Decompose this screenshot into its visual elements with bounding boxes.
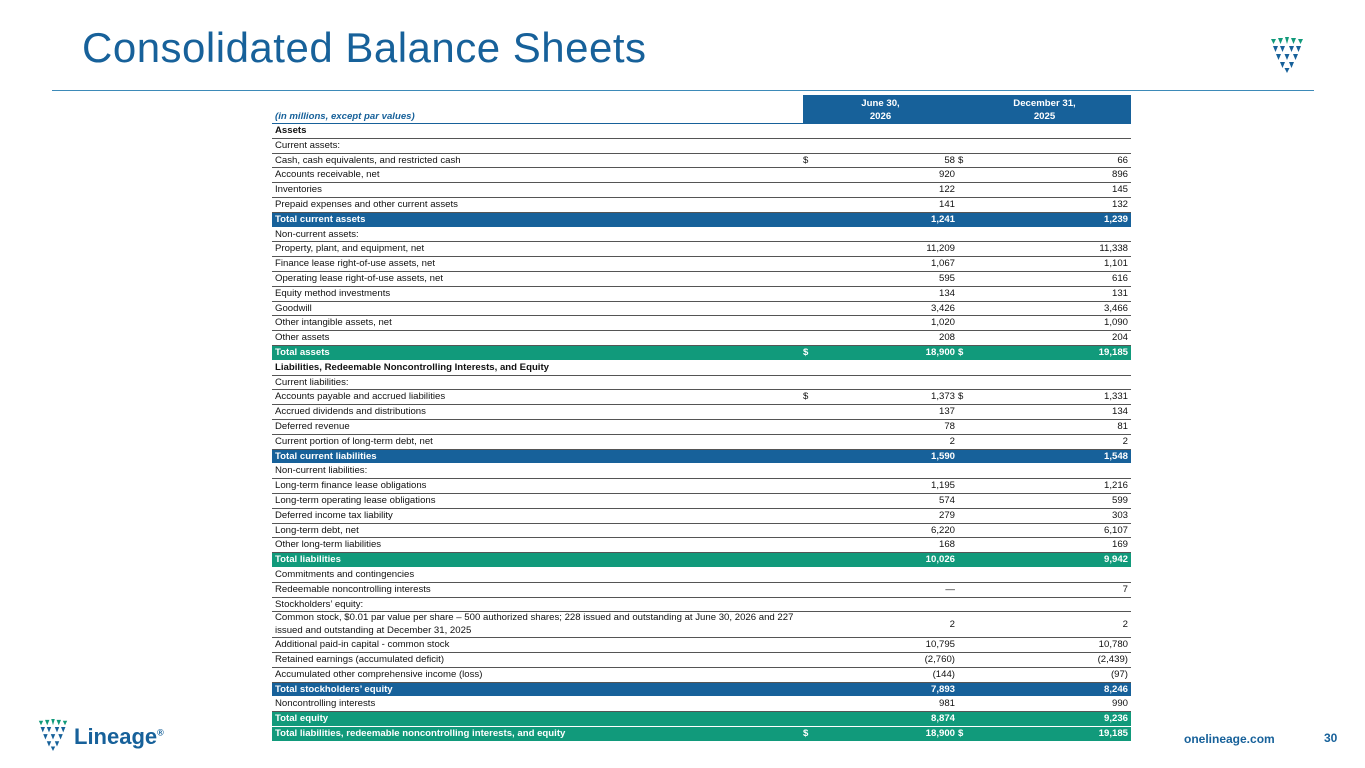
value-december-2025: 1,101	[978, 257, 1131, 272]
currency-symbol	[803, 183, 823, 198]
currency-symbol	[803, 419, 823, 434]
row-label: Total liabilities, redeemable noncontrolling interests, and equity	[272, 727, 803, 742]
currency-symbol	[958, 375, 978, 390]
currency-symbol	[803, 257, 823, 272]
value-june-2026: 920	[823, 168, 958, 183]
table-row	[272, 124, 1131, 139]
table-row	[272, 316, 1131, 331]
value-december-2025: 303	[978, 508, 1131, 523]
table-row	[272, 242, 1131, 257]
currency-symbol	[958, 212, 978, 227]
currency-symbol	[803, 168, 823, 183]
table-row	[272, 493, 1131, 508]
currency-symbol	[803, 538, 823, 553]
row-label: Additional paid-in capital - common stock	[272, 638, 803, 653]
currency-symbol	[803, 712, 823, 727]
currency-symbol	[958, 653, 978, 668]
value-december-2025: 616	[978, 271, 1131, 286]
currency-symbol	[803, 682, 823, 697]
value-december-2025: 9,942	[978, 553, 1131, 568]
value-december-2025: 19,185	[978, 727, 1131, 742]
value-december-2025: 145	[978, 183, 1131, 198]
value-june-2026: 10,795	[823, 638, 958, 653]
currency-symbol	[958, 523, 978, 538]
row-label: Other assets	[272, 331, 803, 346]
currency-symbol	[803, 697, 823, 712]
value-december-2025	[978, 360, 1131, 375]
table-row	[272, 286, 1131, 301]
currency-symbol	[958, 168, 978, 183]
currency-symbol	[958, 360, 978, 375]
row-label: Total liabilities	[272, 553, 803, 568]
table-row	[272, 227, 1131, 242]
currency-symbol	[958, 271, 978, 286]
table-row	[272, 653, 1131, 668]
table-row	[272, 212, 1131, 227]
value-december-2025: 8,246	[978, 682, 1131, 697]
currency-symbol	[958, 405, 978, 420]
value-june-2026: 6,220	[823, 523, 958, 538]
currency-symbol	[958, 493, 978, 508]
value-december-2025	[978, 227, 1131, 242]
currency-symbol	[803, 271, 823, 286]
value-june-2026: 1,195	[823, 479, 958, 494]
currency-symbol	[803, 286, 823, 301]
value-december-2025: 19,185	[978, 345, 1131, 360]
value-june-2026: 2	[823, 434, 958, 449]
currency-symbol	[958, 183, 978, 198]
currency-symbol	[803, 612, 823, 638]
row-label: Current portion of long-term debt, net	[272, 434, 803, 449]
row-label: Total assets	[272, 345, 803, 360]
row-label: Noncontrolling interests	[272, 697, 803, 712]
column-header-december-2025	[958, 95, 1131, 124]
currency-symbol: $	[803, 727, 823, 742]
footer-logo-text: Lineage	[74, 724, 158, 749]
currency-symbol	[958, 538, 978, 553]
value-december-2025: 132	[978, 197, 1131, 212]
value-december-2025: (97)	[978, 667, 1131, 682]
row-label: Non-current assets:	[272, 227, 803, 242]
currency-symbol	[958, 464, 978, 479]
currency-symbol	[803, 493, 823, 508]
footer-logo-wordmark	[74, 724, 164, 750]
currency-symbol	[803, 405, 823, 420]
value-june-2026: 7,893	[823, 682, 958, 697]
currency-symbol	[803, 316, 823, 331]
value-december-2025: 131	[978, 286, 1131, 301]
row-label: Accumulated other comprehensive income (loss)	[272, 667, 803, 682]
row-label: Deferred revenue	[272, 419, 803, 434]
value-june-2026: 1,590	[823, 449, 958, 464]
table-row	[272, 712, 1131, 727]
value-june-2026	[823, 360, 958, 375]
row-label: Current liabilities:	[272, 375, 803, 390]
value-june-2026: 574	[823, 493, 958, 508]
value-june-2026: 595	[823, 271, 958, 286]
currency-symbol	[958, 331, 978, 346]
value-december-2025: (2,439)	[978, 653, 1131, 668]
table-row	[272, 390, 1131, 405]
page-title: Consolidated Balance Sheets	[82, 24, 647, 71]
value-june-2026: 8,874	[823, 712, 958, 727]
currency-symbol	[958, 553, 978, 568]
value-december-2025: 134	[978, 405, 1131, 420]
value-june-2026: (144)	[823, 667, 958, 682]
row-label: Property, plant, and equipment, net	[272, 242, 803, 257]
title-divider	[52, 90, 1314, 91]
table-row	[272, 553, 1131, 568]
row-label: Goodwill	[272, 301, 803, 316]
value-june-2026	[823, 597, 958, 612]
value-june-2026	[823, 138, 958, 153]
value-december-2025: 81	[978, 419, 1131, 434]
value-june-2026	[823, 567, 958, 582]
currency-symbol	[803, 227, 823, 242]
currency-symbol	[803, 331, 823, 346]
row-label: Other intangible assets, net	[272, 316, 803, 331]
row-label: Inventories	[272, 183, 803, 198]
currency-symbol	[803, 464, 823, 479]
currency-symbol	[958, 286, 978, 301]
currency-symbol: $	[958, 727, 978, 742]
currency-symbol	[803, 212, 823, 227]
row-label: Assets	[272, 124, 803, 139]
currency-symbol	[958, 582, 978, 597]
table-row	[272, 523, 1131, 538]
row-label: Common stock, $0.01 par value per share – 500 authorized shares; 228 issued and outstanding at June 30, 2026 and 227 issued and outstanding at December 31, 2025	[272, 612, 803, 638]
table-row	[272, 612, 1131, 638]
value-june-2026: 141	[823, 197, 958, 212]
table-row	[272, 697, 1131, 712]
row-label: Total current liabilities	[272, 449, 803, 464]
value-june-2026	[823, 375, 958, 390]
table-row	[272, 449, 1131, 464]
currency-symbol	[803, 667, 823, 682]
currency-symbol: $	[958, 153, 978, 168]
value-december-2025: 66	[978, 153, 1131, 168]
table-row	[272, 301, 1131, 316]
currency-symbol	[958, 712, 978, 727]
currency-symbol	[958, 124, 978, 139]
footer-url: onelineage.com	[1184, 732, 1275, 746]
currency-symbol	[803, 138, 823, 153]
value-december-2025: 896	[978, 168, 1131, 183]
currency-symbol: $	[803, 390, 823, 405]
currency-symbol	[958, 434, 978, 449]
value-december-2025: 3,466	[978, 301, 1131, 316]
currency-symbol	[958, 138, 978, 153]
currency-symbol: $	[958, 390, 978, 405]
currency-symbol	[958, 257, 978, 272]
value-june-2026: 168	[823, 538, 958, 553]
table-row	[272, 464, 1131, 479]
value-december-2025: 599	[978, 493, 1131, 508]
row-label: Total current assets	[272, 212, 803, 227]
currency-symbol	[958, 301, 978, 316]
table-row	[272, 153, 1131, 168]
value-june-2026: 58	[823, 153, 958, 168]
currency-symbol	[803, 434, 823, 449]
row-label: Long-term operating lease obligations	[272, 493, 803, 508]
row-label: Liabilities, Redeemable Noncontrolling Interests, and Equity	[272, 360, 803, 375]
page-number: 30	[1324, 731, 1338, 745]
value-june-2026: 1,241	[823, 212, 958, 227]
currency-symbol	[803, 638, 823, 653]
table-row	[272, 168, 1131, 183]
currency-symbol	[958, 667, 978, 682]
table-row	[272, 638, 1131, 653]
value-june-2026: 18,900	[823, 345, 958, 360]
currency-symbol	[803, 479, 823, 494]
currency-symbol	[958, 449, 978, 464]
currency-symbol	[958, 682, 978, 697]
table-row	[272, 419, 1131, 434]
table-row	[272, 567, 1131, 582]
row-label: Long-term finance lease obligations	[272, 479, 803, 494]
currency-symbol	[958, 419, 978, 434]
row-label: Retained earnings (accumulated deficit)	[272, 653, 803, 668]
registered-mark: ®	[157, 727, 164, 738]
value-december-2025: 7	[978, 582, 1131, 597]
currency-symbol	[803, 360, 823, 375]
currency-symbol: $	[803, 345, 823, 360]
value-june-2026: 3,426	[823, 301, 958, 316]
table-row	[272, 405, 1131, 420]
row-label: Accounts receivable, net	[272, 168, 803, 183]
table-row	[272, 257, 1131, 272]
currency-symbol	[958, 567, 978, 582]
value-december-2025	[978, 567, 1131, 582]
table-row	[272, 345, 1131, 360]
currency-symbol	[803, 553, 823, 568]
table-row	[272, 538, 1131, 553]
value-june-2026: 78	[823, 419, 958, 434]
value-december-2025: 9,236	[978, 712, 1131, 727]
value-december-2025	[978, 138, 1131, 153]
value-june-2026: 981	[823, 697, 958, 712]
value-june-2026: 11,209	[823, 242, 958, 257]
value-december-2025	[978, 464, 1131, 479]
value-june-2026: 10,026	[823, 553, 958, 568]
value-june-2026	[823, 464, 958, 479]
value-december-2025	[978, 597, 1131, 612]
value-june-2026	[823, 227, 958, 242]
table-row	[272, 183, 1131, 198]
value-june-2026: 1,373	[823, 390, 958, 405]
currency-symbol	[958, 197, 978, 212]
currency-symbol	[958, 597, 978, 612]
row-label: Operating lease right-of-use assets, net	[272, 271, 803, 286]
balance-sheet-table	[272, 95, 1131, 742]
table-row	[272, 375, 1131, 390]
table-row	[272, 360, 1131, 375]
currency-symbol	[958, 316, 978, 331]
row-label: Current assets:	[272, 138, 803, 153]
row-label: Finance lease right-of-use assets, net	[272, 257, 803, 272]
value-december-2025: 1,331	[978, 390, 1131, 405]
currency-symbol	[803, 653, 823, 668]
column-header-line2: 2026	[869, 111, 892, 122]
table-row	[272, 508, 1131, 523]
row-label: Commitments and contingencies	[272, 567, 803, 582]
row-label: Cash, cash equivalents, and restricted cash	[272, 153, 803, 168]
currency-symbol	[803, 124, 823, 139]
currency-symbol: $	[958, 345, 978, 360]
row-label: Equity method investments	[272, 286, 803, 301]
value-june-2026: 1,020	[823, 316, 958, 331]
row-label: Deferred income tax liability	[272, 508, 803, 523]
table-row	[272, 582, 1131, 597]
currency-symbol	[958, 638, 978, 653]
value-june-2026: 1,067	[823, 257, 958, 272]
column-header-june-2026	[803, 95, 958, 124]
value-december-2025: 1,548	[978, 449, 1131, 464]
table-row	[272, 479, 1131, 494]
value-june-2026: 18,900	[823, 727, 958, 742]
row-label: Total equity	[272, 712, 803, 727]
currency-symbol	[958, 508, 978, 523]
currency-symbol	[958, 612, 978, 638]
row-label: Total stockholders’ equity	[272, 682, 803, 697]
currency-symbol	[803, 582, 823, 597]
currency-symbol	[803, 523, 823, 538]
table-row	[272, 271, 1131, 286]
currency-symbol	[803, 567, 823, 582]
table-row	[272, 597, 1131, 612]
currency-symbol	[958, 697, 978, 712]
value-december-2025: 990	[978, 697, 1131, 712]
row-label: Accrued dividends and distributions	[272, 405, 803, 420]
currency-symbol	[803, 301, 823, 316]
row-label: Accounts payable and accrued liabilities	[272, 390, 803, 405]
currency-symbol	[958, 227, 978, 242]
value-december-2025: 1,090	[978, 316, 1131, 331]
value-june-2026: (2,760)	[823, 653, 958, 668]
table-row	[272, 138, 1131, 153]
lineage-logo-icon	[1270, 37, 1304, 73]
value-december-2025: 1,239	[978, 212, 1131, 227]
value-december-2025: 11,338	[978, 242, 1131, 257]
table-header-row	[272, 95, 1131, 124]
currency-symbol	[803, 508, 823, 523]
value-june-2026: 279	[823, 508, 958, 523]
value-june-2026	[823, 124, 958, 139]
table-row	[272, 434, 1131, 449]
value-december-2025: 10,780	[978, 638, 1131, 653]
value-december-2025: 1,216	[978, 479, 1131, 494]
units-note: (in millions, except par values)	[272, 95, 803, 124]
column-header-line1: December 31,	[1013, 98, 1076, 109]
currency-symbol	[803, 375, 823, 390]
currency-symbol	[958, 242, 978, 257]
table-row	[272, 667, 1131, 682]
value-december-2025	[978, 124, 1131, 139]
value-december-2025: 169	[978, 538, 1131, 553]
column-header-line2: 2025	[1033, 111, 1056, 122]
value-june-2026: —	[823, 582, 958, 597]
row-label: Prepaid expenses and other current assets	[272, 197, 803, 212]
row-label: Long-term debt, net	[272, 523, 803, 538]
table-row	[272, 197, 1131, 212]
value-december-2025: 204	[978, 331, 1131, 346]
value-june-2026: 122	[823, 183, 958, 198]
value-december-2025: 2	[978, 434, 1131, 449]
value-december-2025: 2	[978, 612, 1131, 638]
currency-symbol	[958, 479, 978, 494]
value-june-2026: 2	[823, 612, 958, 638]
currency-symbol	[803, 242, 823, 257]
currency-symbol	[803, 597, 823, 612]
currency-symbol: $	[803, 153, 823, 168]
currency-symbol	[803, 197, 823, 212]
table-row	[272, 331, 1131, 346]
value-june-2026: 134	[823, 286, 958, 301]
table-row	[272, 727, 1131, 742]
lineage-footer-logo-icon	[36, 719, 70, 751]
balance-sheet-table-container	[272, 95, 1131, 742]
row-label: Redeemable noncontrolling interests	[272, 582, 803, 597]
row-label: Stockholders’ equity:	[272, 597, 803, 612]
value-june-2026: 137	[823, 405, 958, 420]
row-label: Non-current liabilities:	[272, 464, 803, 479]
table-row	[272, 682, 1131, 697]
column-header-line1: June 30,	[861, 98, 900, 109]
row-label: Other long-term liabilities	[272, 538, 803, 553]
currency-symbol	[803, 449, 823, 464]
value-june-2026: 208	[823, 331, 958, 346]
value-december-2025	[978, 375, 1131, 390]
table-body	[272, 124, 1131, 742]
value-december-2025: 6,107	[978, 523, 1131, 538]
